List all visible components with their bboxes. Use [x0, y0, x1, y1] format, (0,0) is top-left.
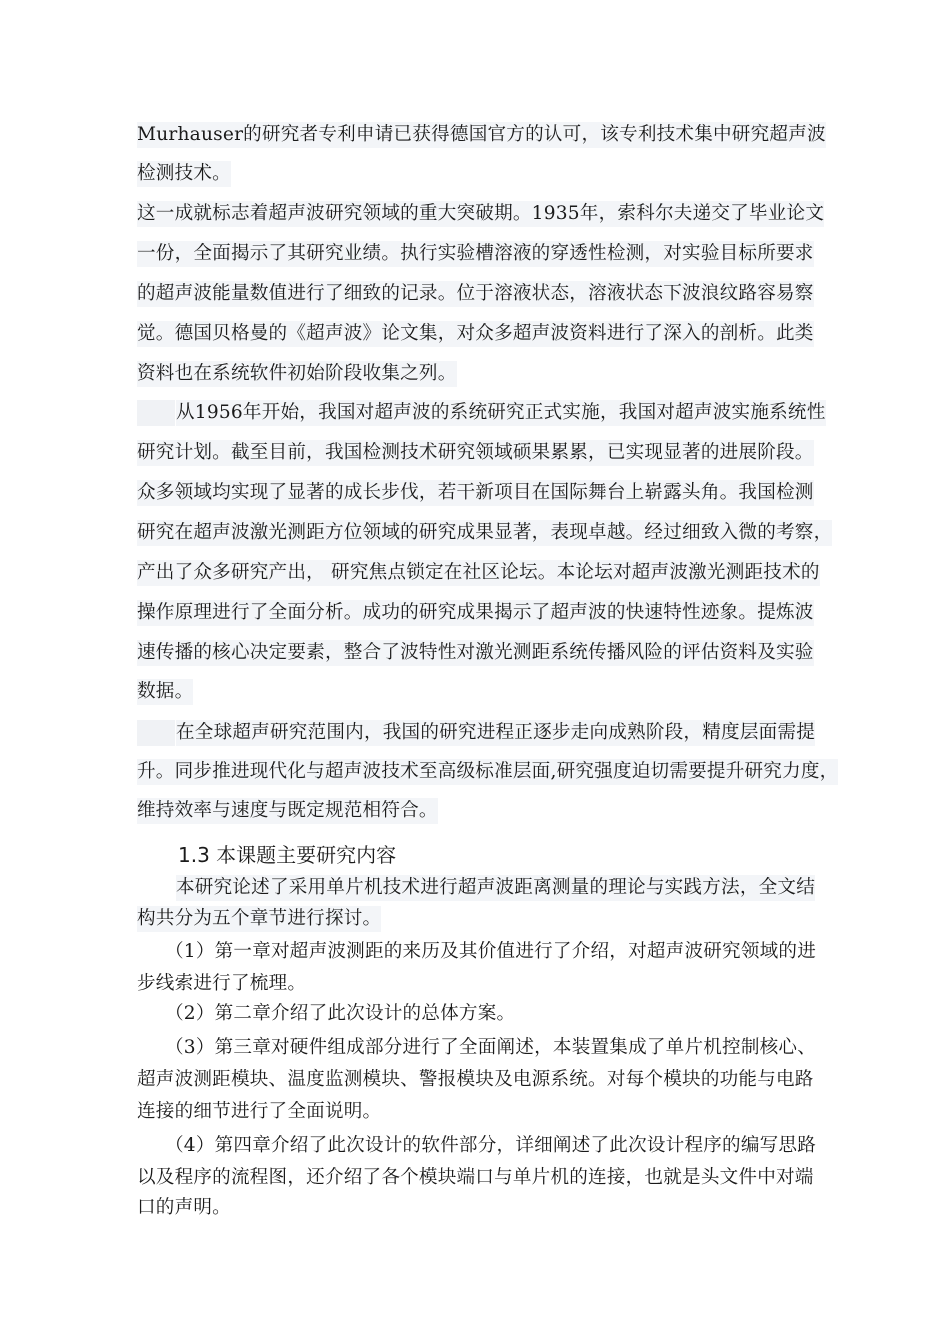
- text-line: 一份，全面揭示了其研究业绩。执行实验槽溶液的穿透性检测，对实验目标所要求: [137, 241, 814, 267]
- text-line: 从1956年开始，我国对超声波的系统研究正式实施，我国对超声波实施系统性: [176, 400, 826, 426]
- list-item-line: 以及程序的流程图，还介绍了各个模块端口与单片机的连接，也就是头文件中对端: [137, 1167, 814, 1188]
- list-item-line: （2）第二章介绍了此次设计的总体方案。: [165, 1003, 516, 1024]
- text-line: 维持效率与速度与既定规范相符合。: [137, 798, 438, 824]
- text-line: 数据。: [137, 679, 193, 705]
- text-line: Murhauser的研究者专利申请已获得德国官方的认可，该专利技术集中研究超声波: [137, 122, 826, 148]
- text-line: 资料也在系统软件初始阶段收集之列。: [137, 361, 457, 387]
- text-line: 研究在超声波激光测距方位领域的研究成果显著，表现卓越。经过细致入微的考察，: [137, 520, 832, 546]
- text-line: 构共分为五个章节进行探讨。: [137, 906, 381, 932]
- text-line: 研究计划。截至目前，我国检测技术研究领域硕果累累，已实现显著的进展阶段。: [137, 440, 814, 466]
- text-line: 的超声波能量数值进行了细致的记录。位于溶液状态，溶液状态下波浪纹路容易察: [137, 281, 814, 307]
- text-line: 产出了众多研究产出， 研究焦点锁定在社区论坛。本论坛对超声波激光测距技术的: [137, 560, 820, 586]
- indent-block: [137, 720, 175, 746]
- text-line: 觉。德国贝格曼的《超声波》论文集，对众多超声波资料进行了深入的剖析。此类: [137, 321, 814, 347]
- list-item-line: （4）第四章介绍了此次设计的软件部分，详细阐述了此次设计程序的编写思路: [165, 1135, 817, 1156]
- text-line: 本研究论述了采用单片机技术进行超声波距离测量的理论与实践方法，全文结: [176, 875, 815, 901]
- list-item-line: 口的声明。: [137, 1197, 231, 1218]
- text-line: 这一成就标志着超声波研究领域的重大突破期。1935年，索科尔夫递交了毕业论文: [137, 201, 824, 227]
- indent-block: [137, 400, 175, 426]
- section-heading: 1.3 本课题主要研究内容: [178, 843, 397, 867]
- list-item-line: 超声波测距模块、温度监测模块、警报模块及电源系统。对每个模块的功能与电路: [137, 1069, 814, 1090]
- text-line: 在全球超声研究范围内，我国的研究进程正逐步走向成熟阶段，精度层面需提: [176, 720, 815, 746]
- text-line: 升。同步推进现代化与超声波技术至高级标准层面,研究强度迫切需要提升研究力度，: [137, 759, 838, 785]
- text-line: 检测技术。: [137, 161, 231, 187]
- list-item-line: 步线索进行了梳理。: [137, 973, 307, 994]
- list-item-line: （1）第一章对超声波测距的来历及其价值进行了介绍，对超声波研究领域的进: [165, 941, 817, 962]
- text-line: 速传播的核心决定要素，整合了波特性对激光测距系统传播风险的评估资料及实验: [137, 640, 814, 666]
- list-item-line: （3）第三章对硬件组成部分进行了全面阐述，本装置集成了单片机控制核心、: [165, 1037, 817, 1058]
- text-line: 操作原理进行了全面分析。成功的研究成果揭示了超声波的快速特性迹象。提炼波: [137, 600, 814, 626]
- list-item-line: 连接的细节进行了全面说明。: [137, 1101, 382, 1122]
- text-line: 众多领域均实现了显著的成长步伐，若干新项目在国际舞台上崭露头角。我国检测: [137, 480, 814, 506]
